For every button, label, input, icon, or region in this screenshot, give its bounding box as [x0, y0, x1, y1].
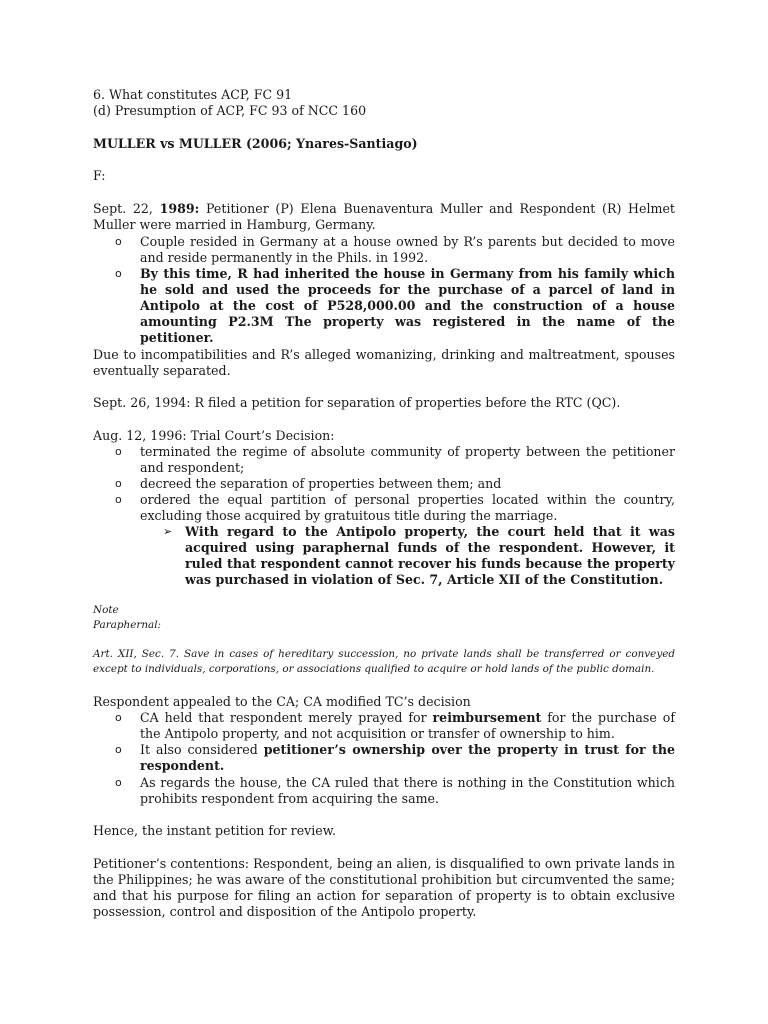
bullet-icon: o [115, 235, 122, 248]
marriage-text: Petitioner (P) Elena Buenaventura Muller and Respondent (R) Helmet Muller were married in Hamburg, Germany. [93, 201, 675, 232]
list-item-text: By this time, R had inherited the house in Germany from his family which he sold and used the proceeds for the purchase of a parcel of land in Antipolo at the cost of P528,000.00 and the construction of a house amounting P2.3M The property was registered in the name of the petitioner. [140, 266, 675, 345]
separation-paragraph: Due to incompatibilities and R’s alleged womanizing, drinking and maltreatment, spouses eventually separated. [93, 347, 675, 378]
bullet-icon: o [115, 711, 122, 724]
heading-presumption: (d) Presumption of ACP, FC 93 of NCC 160 [93, 103, 367, 118]
bullet-icon: o [115, 477, 122, 490]
petition-paragraph: Sept. 26, 1994: R filed a petition for separation of properties before the RTC (QC). [93, 395, 621, 410]
constitution-excerpt: Art. XII, Sec. 7. Save in cases of hereditary succession, no private lands shall be transferred or conveyed except to individuals, corporations, or associations qualified to acquire or hold lands of the public domain. [93, 648, 675, 675]
marriage-year: 1989: [159, 201, 200, 216]
ca-item-bold: reimbursement [432, 710, 542, 725]
list-item-text: Couple resided in Germany at a house owned by R’s parents but decided to move and reside permanently in the Phils. in 1992. [140, 234, 675, 265]
marriage-paragraph [93, 201, 675, 233]
hence-paragraph: Hence, the instant petition for review. [93, 823, 337, 838]
ca-item-bold: petitioner’s ownership over the property in trust for the respondent. [140, 742, 675, 773]
case-title: MULLER vs MULLER (2006; Ynares-Santiago) [93, 136, 418, 151]
list-item [115, 234, 675, 266]
contentions-paragraph: Petitioner’s contentions: Respondent, being an alien, is disqualified to own private lands in the Philippines; he was aware of the constitutional prohibition but circumvented the same; and that his purpose for filing an action for separation of property is to obtain exclusive possession, control and disposition of the Antipolo property. [93, 856, 675, 919]
ca-item-text-post: for the purchase of the Antipolo property, and not acquisition or transfer of ownership to him. [140, 710, 675, 741]
ca-item-text-pre: CA held that respondent merely prayed for [140, 710, 433, 725]
heading-acp: 6. What constitutes ACP, FC 91 [93, 87, 293, 102]
list-item [115, 775, 675, 807]
arrow-list-item-text: With regard to the Antipolo property, the court held that it was acquired using paraphernal funds of the respondent. However, it ruled that respondent cannot recover his funds because the property was purchased in violation of Sec. 7, Article XII of the Constitution. [185, 524, 675, 587]
arrow-bullet-icon: ➢ [163, 525, 173, 538]
bullet-icon: o [115, 776, 122, 789]
facts-label: F: [93, 168, 106, 183]
bullet-icon: o [115, 493, 122, 506]
list-item [115, 476, 675, 492]
ca-item-text-pre: It also considered [140, 742, 264, 757]
marriage-date: Sept. 22, [93, 201, 160, 216]
bullet-icon: o [115, 743, 122, 756]
list-item [115, 444, 675, 476]
list-item [115, 492, 675, 524]
list-item [115, 742, 675, 774]
list-item [115, 710, 675, 742]
list-item-text: decreed the separation of properties between them; and [140, 476, 502, 491]
arrow-list-item [163, 524, 675, 588]
appeal-heading: Respondent appealed to the CA; CA modified TC’s decision [93, 694, 471, 709]
list-item-text: terminated the regime of absolute community of property between the petitioner and respondent; [140, 444, 675, 475]
note-label: Note [93, 604, 119, 616]
list-item-text: ordered the equal partition of personal properties located within the country, excluding those acquired by gratuitous title during the marriage. [140, 492, 675, 523]
paraphernal-label: Paraphernal: [93, 619, 162, 631]
bullet-icon: o [115, 267, 122, 280]
bullet-icon: o [115, 445, 122, 458]
list-item [115, 266, 675, 346]
list-item-text: As regards the house, the CA ruled that there is nothing in the Constitution which prohibits respondent from acquiring the same. [140, 775, 675, 806]
tc-decision-heading: Aug. 12, 1996: Trial Court’s Decision: [93, 428, 335, 443]
